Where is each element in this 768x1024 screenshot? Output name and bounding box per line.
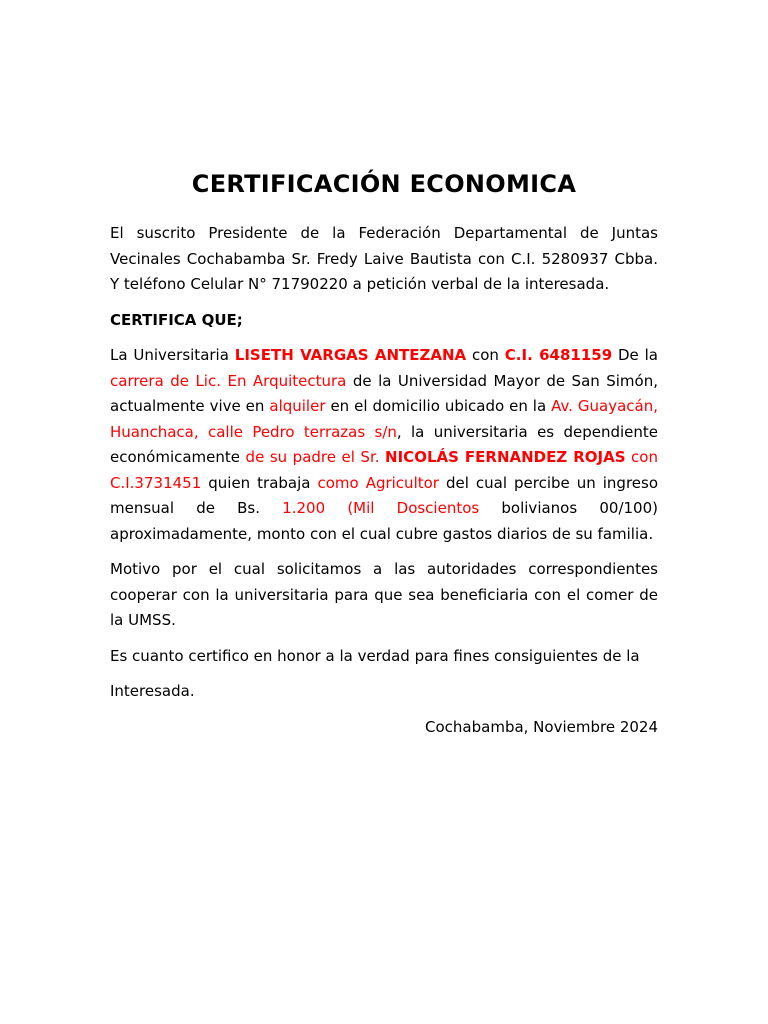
text-fragment: bolivianos 00/100) aproximadamente, monto con el cual cubre gastos diarios de su familia. bbox=[110, 499, 658, 543]
place-date: Cochabamba, Noviembre 2024 bbox=[425, 717, 658, 736]
closing-interesada: Interesada. bbox=[110, 682, 195, 700]
student-ci: C.I. 6481159 bbox=[504, 346, 613, 364]
text-fragment: de la Universidad Mayor de San Simón, actualmente vive en bbox=[110, 371, 658, 415]
text-fragment: , la universitaria es dependiente económicamente bbox=[110, 422, 658, 466]
text-fragment: del cual percibe un ingreso mensual de Bs. bbox=[110, 473, 658, 517]
career: carrera de Lic. En Arquitectura bbox=[110, 371, 347, 390]
main-paragraph bbox=[110, 343, 658, 547]
income: 1.200 (Mil Doscientos bbox=[282, 499, 480, 517]
text-fragment: quien trabaja bbox=[201, 473, 318, 492]
relation: de su padre el Sr. bbox=[245, 448, 386, 466]
text-fragment: en el domicilio ubicado en la bbox=[325, 397, 552, 415]
motivo-paragraph: Motivo por el cual solicitamos a las autoridades correspondientes cooperar con la universitaria para que sea beneficiaria con el comer de la UMSS. bbox=[110, 560, 658, 629]
address: Av. Guayacán, Huanchaca, calle Pedro terrazas s/n bbox=[110, 397, 658, 441]
father-ci: con C.I.3731451 bbox=[110, 448, 658, 492]
document-title: CERTIFICACIÓN ECONOMICA bbox=[191, 170, 577, 198]
text-fragment: La Universitaria bbox=[110, 346, 235, 364]
intro-paragraph: El suscrito Presidente de la Federación Departamental de Juntas Vecinales Cochabamba Sr. Fredy Laive Bautista con C.I. 5280937 Cbba. Y teléfono Celular N° 71790220 a petición verbal de la interesada. bbox=[110, 224, 658, 293]
housing-type: alquiler bbox=[269, 397, 326, 415]
closing-line: Es cuanto certifico en honor a la verdad para fines consiguientes de la bbox=[110, 646, 640, 665]
student-name: LISETH VARGAS ANTEZANA bbox=[234, 346, 467, 364]
father-name: NICOLÁS FERNANDEZ ROJAS bbox=[385, 448, 626, 466]
occupation: como Agricultor bbox=[317, 473, 439, 492]
document-body bbox=[110, 221, 658, 750]
certifica-heading: CERTIFICA QUE; bbox=[110, 310, 243, 329]
text-fragment: De la bbox=[612, 346, 659, 364]
text-fragment: con bbox=[466, 346, 505, 364]
